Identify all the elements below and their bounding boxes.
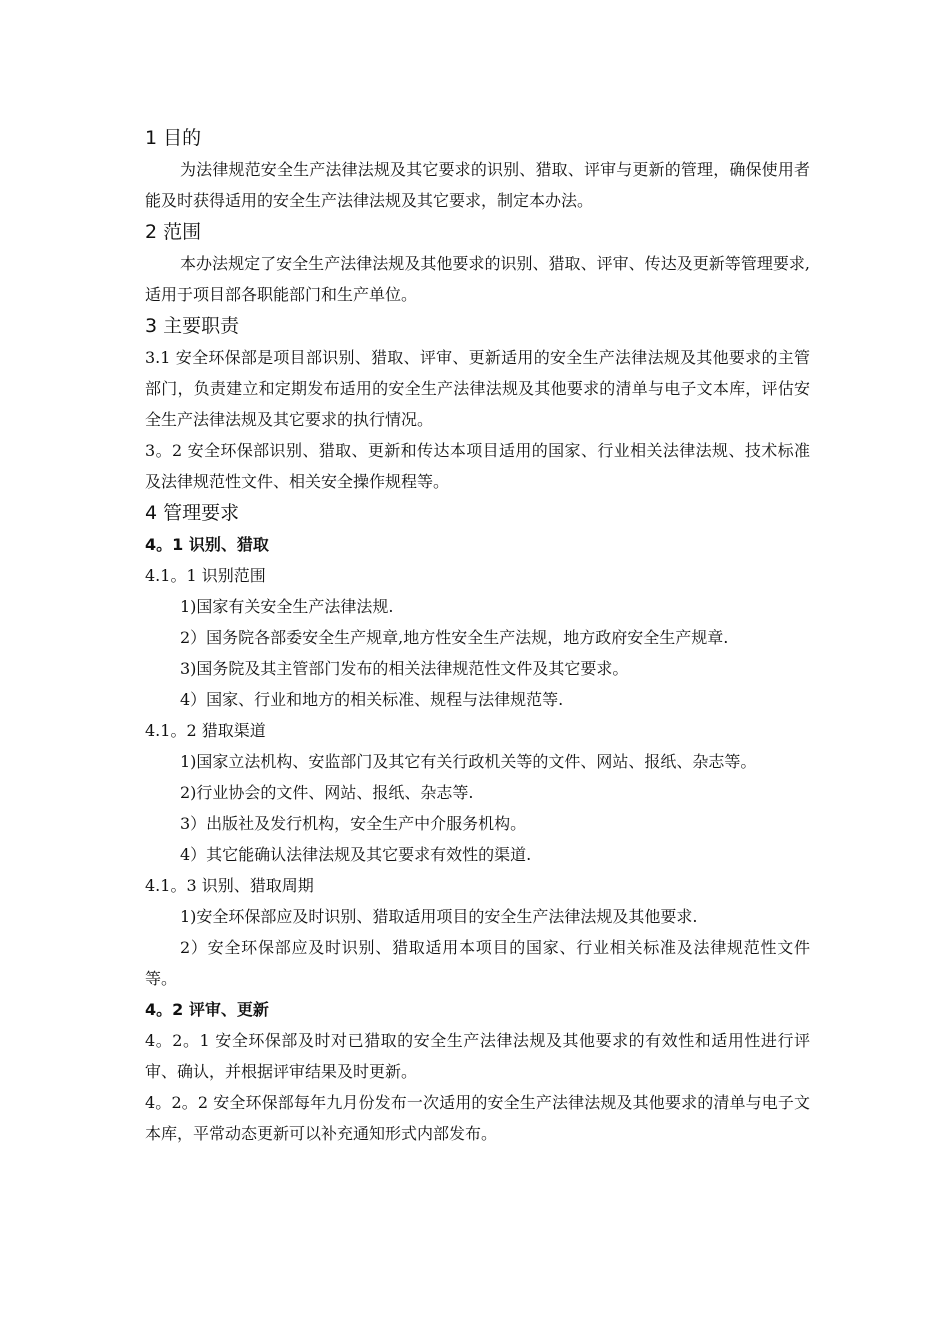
list-item-channel-4: 4）其它能确认法律法规及其它要求有效性的渠道. xyxy=(180,845,532,864)
paragraph-scope: 本办法规定了安全生产法律法规及其他要求的识别、猎取、评审、传达及更新等管理要求, 适用于项目部各职能部门和生产单位。 xyxy=(145,254,810,304)
list-item-channel-2: 2)行业协会的文件、网站、报纸、杂志等. xyxy=(180,783,474,802)
document-body xyxy=(145,122,810,1149)
list-item-scope-4: 4）国家、行业和地方的相关标准、规程与法律规范等. xyxy=(180,690,564,709)
paragraph-4-2-2: 4。2。2 安全环保部每年九月份发布一次适用的安全生产法律法规及其他要求的清单与电子文本库，平常动态更新可以补充通知形式内部发布。 xyxy=(145,1093,810,1143)
list-item-cycle-2: 2）安全环保部应及时识别、猎取适用本项目的国家、行业相关标准及法律规范性文件等。 xyxy=(145,938,810,988)
subheading-4-1-1: 4.1。1 识别范围 xyxy=(145,566,266,585)
heading-scope: 2 范围 xyxy=(145,221,202,243)
subheading-4-1: 4。1 识别、猎取 xyxy=(145,535,269,554)
list-item-channel-1: 1)国家立法机构、安监部门及其它有关行政机关等的文件、网站、报纸、杂志等。 xyxy=(180,752,757,771)
list-item-channel-3: 3）出版社及发行机构，安全生产中介服务机构。 xyxy=(180,814,527,833)
list-item-scope-1: 1)国家有关安全生产法律法规. xyxy=(180,597,394,616)
list-item-scope-2: 2）国务院各部委安全生产规章,地方性安全生产法规，地方政府安全生产规章. xyxy=(180,628,729,647)
subheading-4-1-3: 4.1。3 识别、猎取周期 xyxy=(145,876,314,895)
paragraph-3-1: 3.1 安全环保部是项目部识别、猎取、评审、更新适用的安全生产法律法规及其他要求的主管部门，负责建立和定期发布适用的安全生产法律法规及其他要求的清单与电子文本库，评估安全生产法律法规及其它要求的执行情况。 xyxy=(145,348,810,429)
heading-responsibilities: 3 主要职责 xyxy=(145,315,240,337)
list-item-cycle-1: 1)安全环保部应及时识别、猎取适用项目的安全生产法律法规及其他要求. xyxy=(180,907,698,926)
subheading-4-1-2: 4.1。2 猎取渠道 xyxy=(145,721,266,740)
paragraph-3-2: 3。2 安全环保部识别、猎取、更新和传达本项目适用的国家、行业相关法律法规、技术标准及法律规范性文件、相关安全操作规程等。 xyxy=(145,441,810,491)
list-item-scope-3: 3)国务院及其主管部门发布的相关法律规范性文件及其它要求。 xyxy=(180,659,629,678)
paragraph-purpose: 为法律规范安全生产法律法规及其它要求的识别、猎取、评审与更新的管理，确保使用者能及时获得适用的安全生产法律法规及其它要求，制定本办法。 xyxy=(145,160,810,210)
heading-management-requirements: 4 管理要求 xyxy=(145,502,240,524)
paragraph-4-2-1: 4。2。1 安全环保部及时对已猎取的安全生产法律法规及其他要求的有效性和适用性进行评审、确认，并根据评审结果及时更新。 xyxy=(145,1031,810,1081)
subheading-4-2: 4。2 评审、更新 xyxy=(145,1000,269,1019)
heading-purpose: 1 目的 xyxy=(145,127,202,149)
